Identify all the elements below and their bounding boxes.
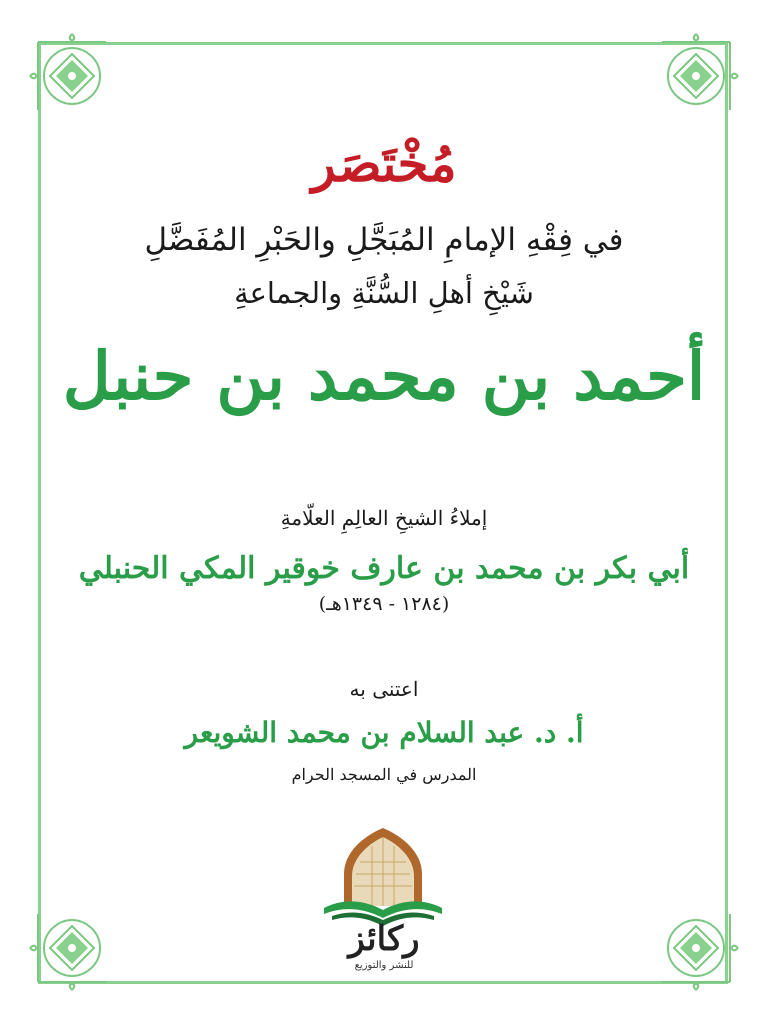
publisher-name: ركائز [348,919,420,959]
book-title: مُخْتَصَر [311,134,457,193]
editor-name: أ. د. عبد السلام بن محمد الشويعر [184,716,584,749]
publisher-subtitle: للنشر والتوزيع [354,960,414,971]
dictator-years: (١٢٨٤ - ١٣٤٩هـ) [318,593,450,615]
editor-title: المدرس في المسجد الحرام [291,765,477,784]
book-subtitle-line-2: شَيْخِ أهلِ السُّنَّةِ والجماعةِ [234,276,534,310]
author-name: أحمد بن محمد بن حنبل [62,337,706,415]
dictator-name: أبي بكر بن محمد بن عارف خوقير المكي الحنبلي [78,551,690,586]
publisher-logo-icon [314,822,452,930]
edited-by-label: اعتنى به [349,677,419,701]
dictation-label: إملاءُ الشيخِ العالِمِ العلّامةِ [280,506,488,530]
book-subtitle-line-1: في فِقْهِ الإمامِ المُبَجَّلِ والحَبْرِ المُفَضَّلِ [144,222,624,258]
